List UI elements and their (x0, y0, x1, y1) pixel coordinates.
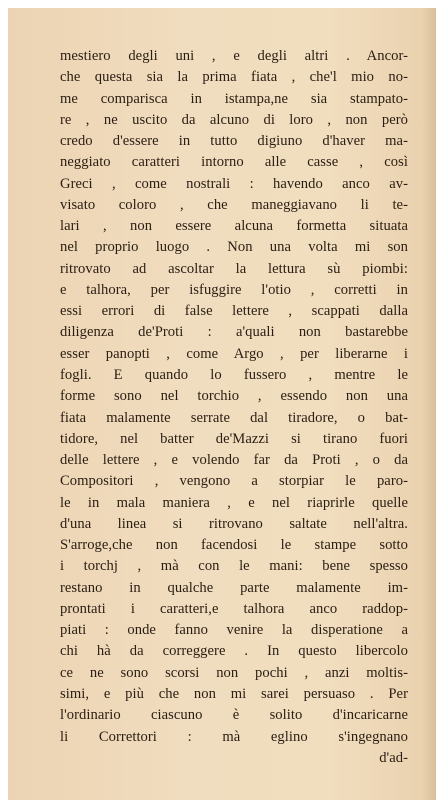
book-page (8, 8, 436, 800)
text-line: me comparisca in istampa,ne sia stampato- (60, 90, 408, 107)
text-line: li Correttori : mà eglino s'ingegnano (60, 728, 408, 745)
text-line: lari , non essere alcuna formetta situata (60, 218, 408, 235)
text-line: e talhora, per isfuggire l'otio , corretti in (60, 281, 408, 298)
text-line: essi errori di false lettere , scappati dalla (60, 303, 408, 320)
text-line: piati : onde fanno venire la disperatione a (60, 622, 408, 639)
text-line: fogli. E quando lo fussero , mentre le (60, 366, 408, 383)
text-line: simi, e più che non mi sarei persuaso . Per (60, 685, 408, 702)
text-line: forme sono nel torchio , essendo non una (60, 388, 408, 405)
text-line: Compositori , vengono a storpiar le paro- (60, 473, 408, 490)
text-line: l'ordinario ciascuno è solito d'incaricarne (60, 707, 408, 724)
text-line: S'arroge,che non facendosi le stampe sotto (60, 537, 408, 554)
page-text (60, 46, 408, 769)
text-line: diligenza de'Proti : a'quali non bastarebbe (60, 324, 408, 341)
text-line: prontati i caratteri,e talhora anco raddop- (60, 600, 408, 617)
text-line: che questa sia la prima fiata , che'l mio no- (60, 69, 408, 86)
text-line: mestiero degli uni , e degli altri . Ancor- (60, 48, 408, 64)
text-line: tidore, nel batter de'Mazzi si tirano fuori (60, 430, 408, 447)
text-line: le in mala maniera , e nel riaprirle quelle (60, 494, 408, 511)
text-line: credo d'essere in tutto digiuno d'haver ma- (60, 133, 408, 150)
text-line: d'una linea si ritrovano saltate nell'altra. (60, 515, 408, 532)
catchword: d'ad- (379, 749, 408, 766)
text-line: esser panopti , come Argo , per liberarne i (60, 345, 408, 362)
text-line: Greci , come nostrali : havendo anco av- (60, 175, 408, 192)
text-line: ce ne sono scorsi non pochi , anzi moltis- (60, 664, 408, 681)
text-line: i torchj , mà con le mani: bene spesso (60, 558, 408, 575)
text-line: ritrovato ad ascoltar la lettura sù piombi: (60, 260, 408, 277)
text-line: fiata malamente serrate dal tiradore, o bat- (60, 409, 408, 426)
text-line: visato coloro , che maneggiavano li te- (60, 196, 408, 213)
text-line: delle lettere , e volendo far da Proti , o da (60, 452, 408, 469)
text-line: re , ne uscito da alcuno di loro , non però (60, 111, 408, 128)
text-line: nel proprio luogo . Non una volta mi son (60, 239, 408, 256)
text-line: restano in qualche parte malamente im- (60, 579, 408, 596)
text-line: neggiato caratteri intorno alle casse , così (60, 154, 408, 171)
text-line: chi hà da correggere . In questo libercolo (60, 643, 408, 660)
